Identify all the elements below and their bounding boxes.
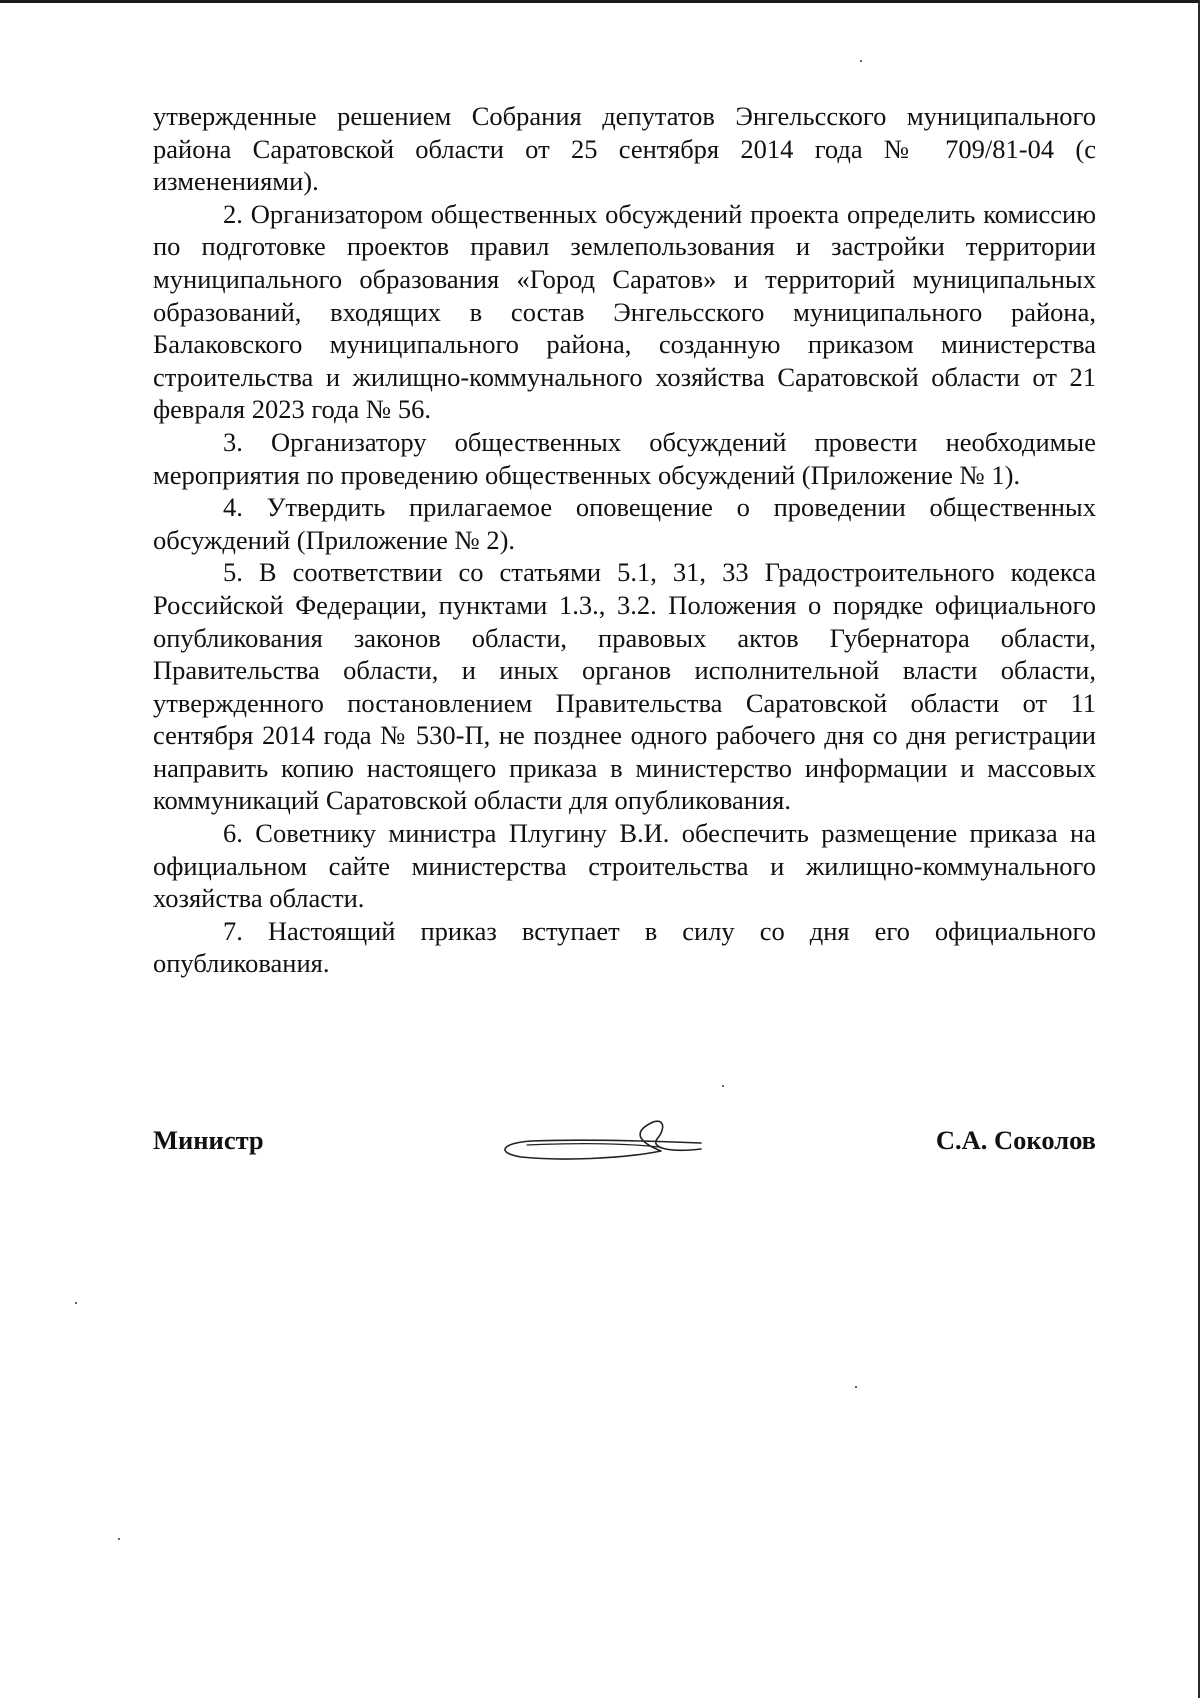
signature-block	[153, 1115, 1096, 1165]
scan-speck	[722, 1085, 724, 1087]
signatory-name: С.А. Соколов	[935, 1125, 1096, 1155]
paragraph-item-3: 3. Организатору общественных обсуждений провести необходимые мероприятия по проведению общественных обсуждений (Приложение № 1).	[153, 426, 1096, 490]
handwritten-signature-icon	[491, 1103, 711, 1173]
scan-speck	[118, 1538, 120, 1540]
scan-speck	[855, 1386, 857, 1388]
paragraph-item-5: 5. В соответствии со статьями 5.1, 31, 33 Градостроительного кодекса Российской Федерации, пунктами 1.3., 3.2. Положения о порядке официального опубликования законов области, правовых актов Губернатора области, Правительства области, и иных органов исполнительной власти области, утвержденного постановлением Правительства Саратовской области от 11 сентября 2014 года № 530-П, не позднее одного рабочего дня со дня регистрации направить копию настоящего приказа в министерство информации и массовых коммуникаций Саратовской области для опубликования.	[153, 557, 1096, 816]
signatory-title: Министр	[153, 1125, 264, 1155]
scan-edge-top	[0, 0, 1200, 3]
document-body	[153, 100, 1096, 980]
paragraph-item-7: 7. Настоящий приказ вступает в силу со дня его официального опубликования.	[153, 915, 1096, 979]
paragraph-continuation: утвержденные решением Собрания депутатов Энгельсского муниципального района Саратовской области от 25 сентября 2014 года № 709/81-04 (с изменениями).	[153, 101, 1096, 197]
paragraph-item-4: 4. Утвердить прилагаемое оповещение о проведении общественных обсуждений (Приложение № 2).	[153, 492, 1096, 555]
paragraph-item-6: 6. Советнику министра Плугину В.И. обеспечить размещение приказа на официальном сайте министерства строительства и жилищно-коммунального хозяйства области.	[153, 818, 1096, 914]
scan-speck	[860, 60, 862, 62]
scan-speck	[75, 1302, 77, 1304]
paragraph-item-2: 2. Организатором общественных обсуждений проекта определить комиссию по подготовке проектов правил землепользования и застройки территории муниципального образования «Город Саратов» и территорий муниципальных образований, входящих в состав Энгельсского муниципального района, Балаковского муниципального района, созданную приказом министерства строительства и жилищно-коммунального хозяйства Саратовской области от 21 февраля 2023 года № 56.	[153, 198, 1096, 425]
